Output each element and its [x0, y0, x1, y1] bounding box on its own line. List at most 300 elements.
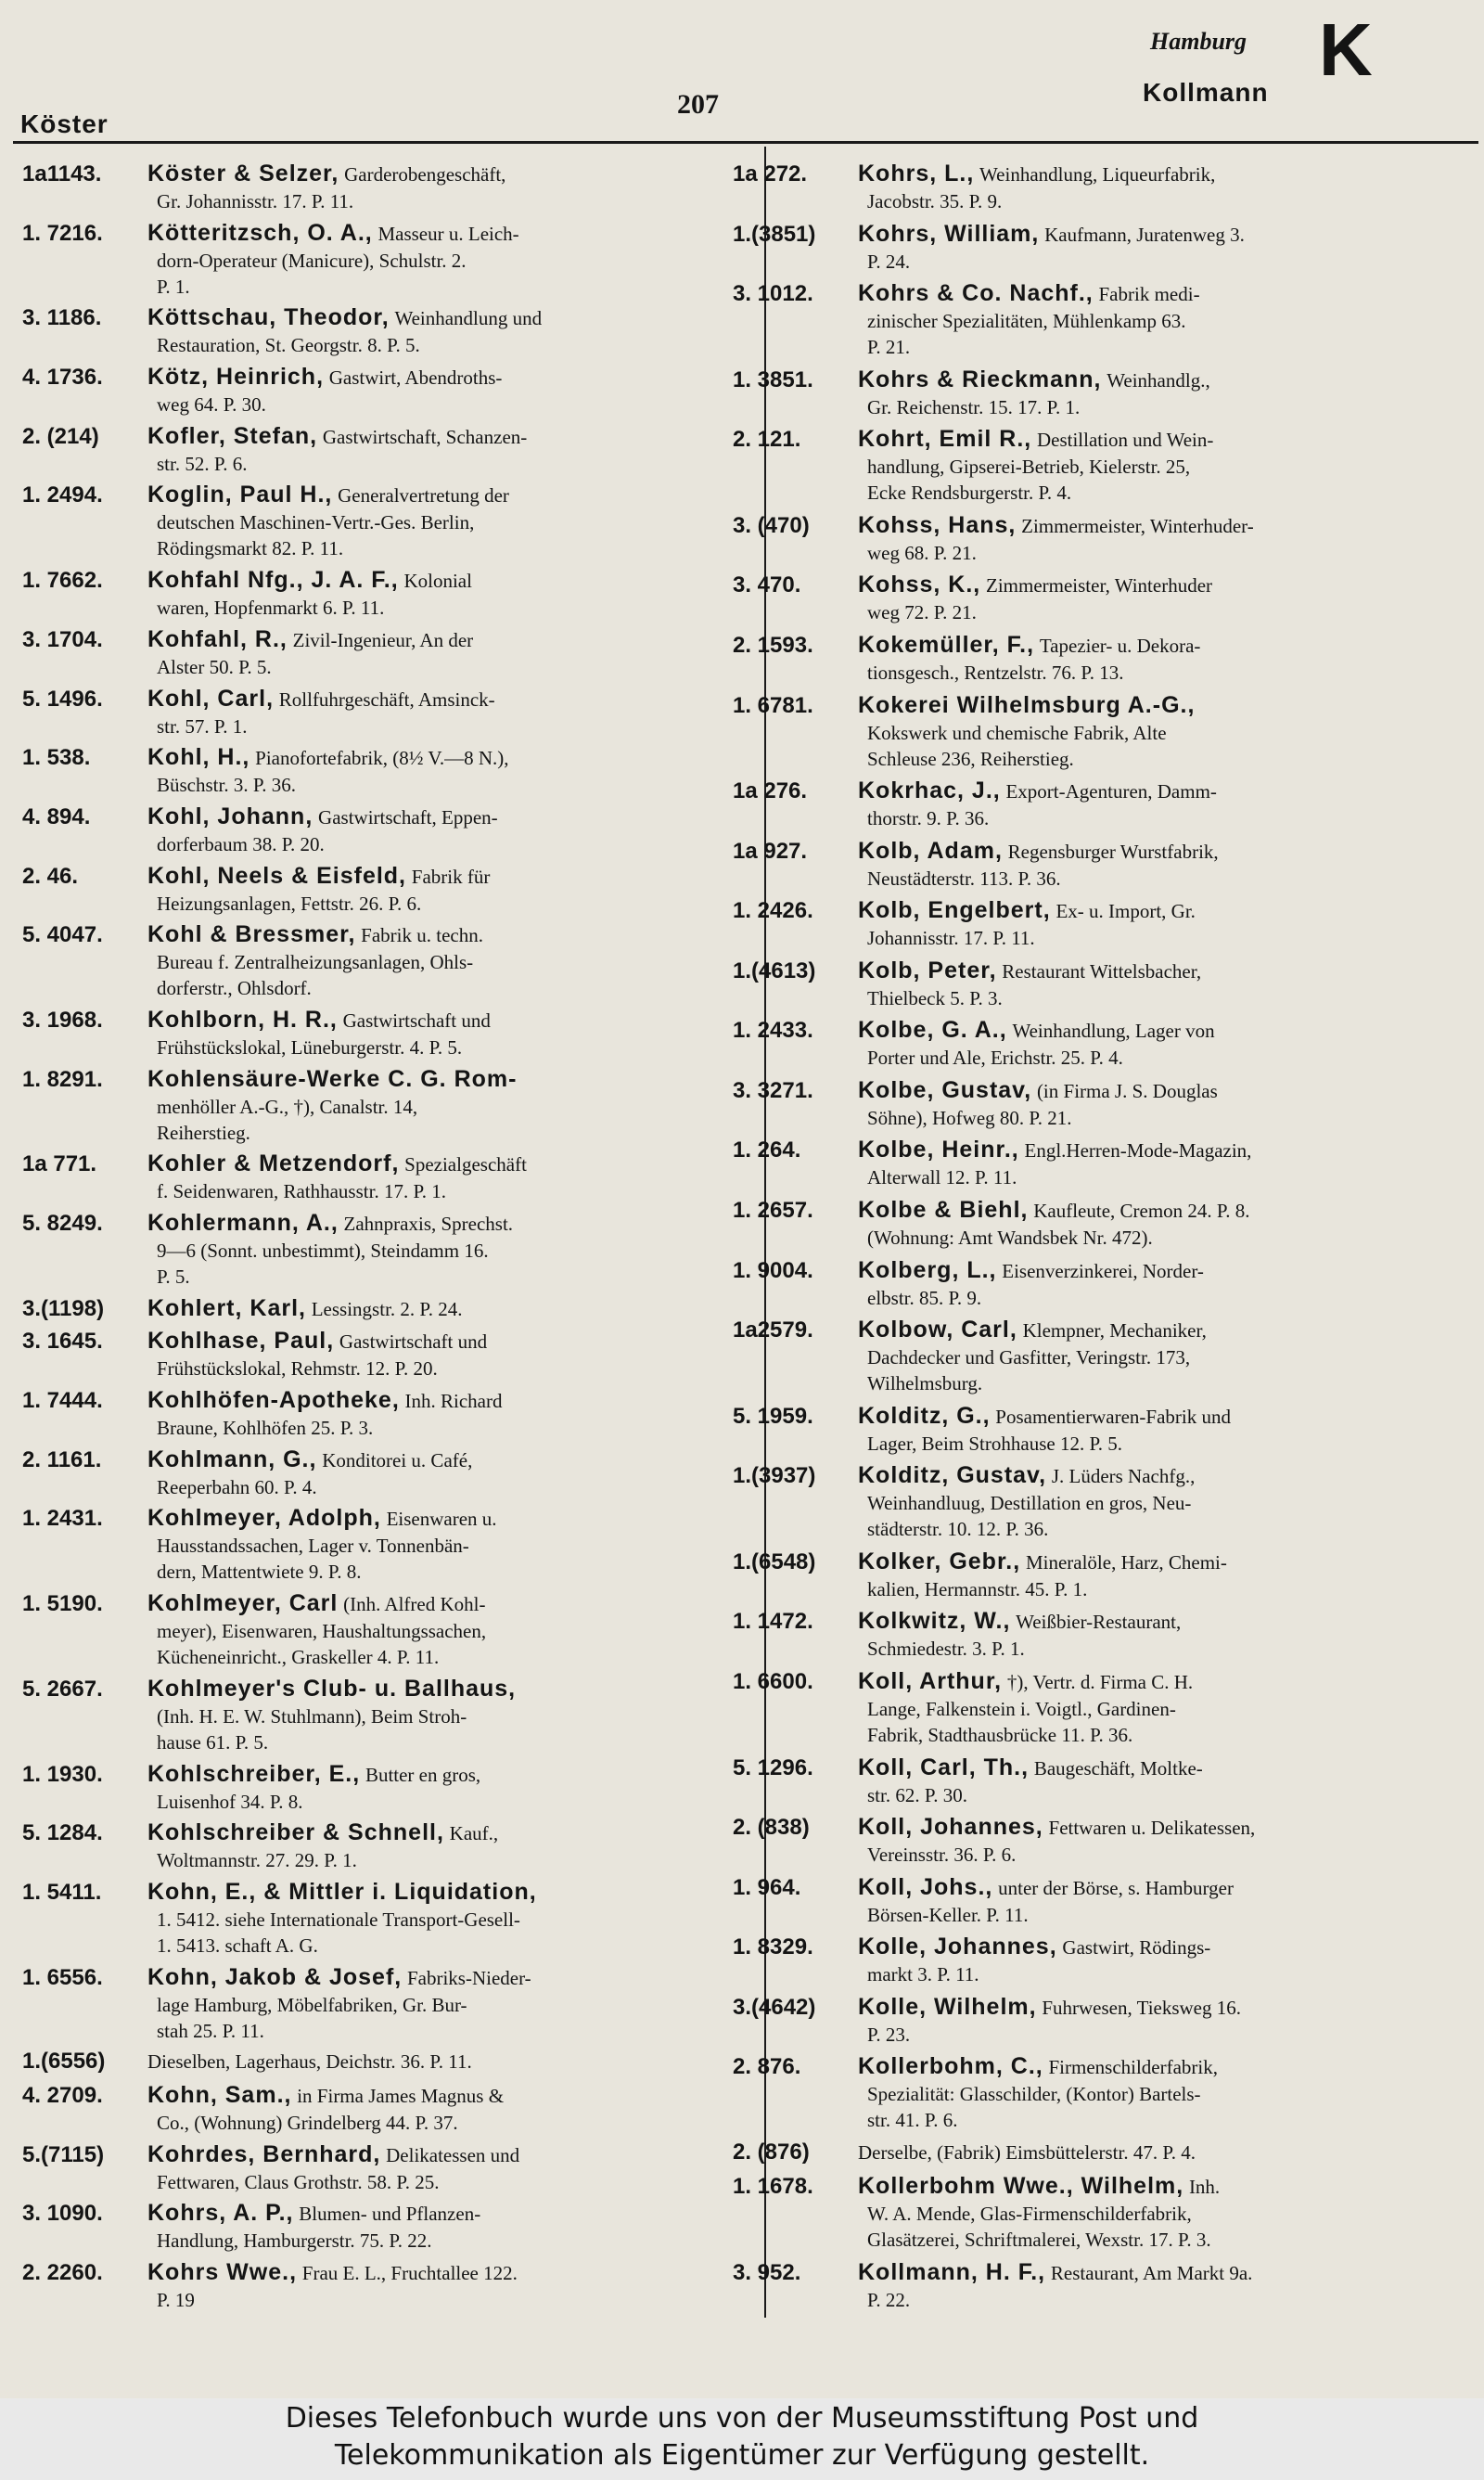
directory-entry — [22, 1818, 746, 1873]
directory-entry — [733, 837, 1456, 892]
subscriber-name: Kolb, Peter, — [858, 957, 997, 983]
entry-continuation-line: P. 19 — [157, 2289, 195, 2311]
entry-details: †), Vertr. d. Firma C. H. — [1006, 1670, 1194, 1693]
directory-entry — [22, 1760, 746, 1815]
entry-details: Dieselben, Lagerhaus, Deichstr. 36. P. 11. — [147, 2050, 472, 2074]
entry-continuation-line: meyer), Eisenwaren, Haushaltungssachen, — [157, 1620, 487, 1643]
subscriber-name: Kokerei Wilhelmsburg A.-G., — [858, 691, 1196, 718]
phone-number: 1. 2426. — [733, 898, 813, 924]
entry-continuation-line: Söhne), Hofweg 80. P. 21. — [867, 1106, 1072, 1129]
phone-number: 1. 964. — [733, 1874, 801, 1900]
entry-first-line — [733, 2258, 1456, 2287]
entry-continuation-line: dorferstr., Ohlsdorf. — [157, 977, 312, 1000]
directory-entry — [22, 566, 746, 621]
entry-details: Kolonial — [403, 570, 472, 593]
entry-details: Rollfuhrgeschäft, Amsinck- — [278, 687, 495, 711]
subscriber-name: Kohl, H., — [147, 744, 250, 771]
entry-first-line — [733, 279, 1456, 308]
footer-line-2: Telekommunikation als Eigentümer zur Verfügung gestellt. — [334, 2439, 1150, 2472]
entry-continuation-line: str. 52. P. 6. — [157, 452, 248, 475]
entry-continuation-line: 1. 5413. schaft A. G. — [157, 1934, 318, 1957]
directory-entry — [733, 220, 1456, 275]
subscriber-name: Kohss, K., — [858, 572, 981, 598]
entry-details: Tapezier- u. Dekora- — [1039, 634, 1201, 657]
entry-continuation-line: hause 61. P. 5. — [157, 1730, 269, 1754]
phone-number: 1a 927. — [733, 838, 808, 864]
entry-continuation-line: Hausstandssachen, Lager v. Tonnenbän- — [157, 1535, 469, 1558]
directory-entry — [733, 631, 1456, 686]
subscriber-name: Kötz, Heinrich, — [147, 364, 325, 391]
entry-details: Frau E. L., Fruchtallee 122. — [301, 2262, 518, 2284]
entry-details: Fabrik u. techn. — [361, 924, 483, 947]
entry-first-line — [733, 2139, 1456, 2166]
subscriber-name: Kolbow, Carl, — [858, 1317, 1017, 1343]
subscriber-name: Kohrdes, Bernhard, — [147, 2140, 381, 2167]
directory-entry — [733, 279, 1456, 360]
entry-continuation-line: Spezialität: Glasschilder, (Kontor) Bartels- — [867, 2083, 1201, 2106]
phone-number: 3. 1968. — [22, 1007, 103, 1033]
entry-continuation-line: Bureau f. Zentralheizungsanlagen, Ohls- — [157, 951, 474, 974]
entry-details: Fabriks-Nieder- — [406, 1966, 531, 1989]
entry-first-line — [22, 2199, 746, 2228]
entry-details: Pianofortefabrik, (8½ V.—8 N.), — [255, 747, 509, 770]
entry-details: (Inh. Alfred Kohl- — [343, 1593, 486, 1616]
entry-continuation-line: Lange, Falkenstein i. Voigtl., Gardinen- — [867, 1697, 1176, 1720]
entry-first-line — [733, 1316, 1456, 1344]
entry-first-line — [733, 366, 1456, 394]
entry-details: Restaurant, Am Markt 9a. — [1050, 2262, 1253, 2284]
directory-entry — [733, 896, 1456, 951]
directory-entry — [22, 2081, 746, 2136]
subscriber-name: Kokrhac, J., — [858, 777, 1001, 804]
subscriber-name: Kohlmeyer's Club- u. Ballhaus, — [147, 1675, 517, 1702]
subscriber-name: Koll, Johs., — [858, 1873, 993, 1900]
directory-entry — [22, 1209, 746, 1290]
phone-number: 1. 6556. — [22, 1964, 103, 1990]
entry-details: Garderobengeschäft, — [344, 163, 506, 186]
subscriber-name: Kolle, Wilhelm, — [858, 1993, 1037, 2020]
directory-entry — [22, 1446, 746, 1500]
phone-number: 5. 1959. — [733, 1403, 813, 1429]
entry-continuation-line: Porter und Ale, Erichstr. 25. P. 4. — [867, 1047, 1123, 1070]
entry-details: in Firma James Magnus & — [297, 2084, 505, 2107]
directory-entry — [733, 1993, 1456, 2048]
entry-first-line — [22, 1209, 746, 1238]
directory-entry — [22, 1294, 746, 1323]
directory-entry — [733, 511, 1456, 566]
directory-entry — [22, 685, 746, 739]
directory-entry — [733, 1873, 1456, 1928]
entry-first-line — [22, 303, 746, 332]
subscriber-name: Kohn, E., & Mittler i. Liquidation, — [147, 1878, 537, 1905]
phone-number: 2. (838) — [733, 1815, 810, 1841]
entry-details: Inh. — [1188, 2176, 1221, 2199]
directory-entry — [22, 2199, 746, 2254]
phone-number: 4. 2709. — [22, 2082, 103, 2108]
directory-entry — [733, 2258, 1456, 2313]
phone-number: 1.(6556) — [22, 2049, 106, 2075]
subscriber-name: Kolb, Engelbert, — [858, 897, 1051, 924]
subscriber-name: Kohrt, Emil R., — [858, 426, 1032, 453]
phone-number: 2. 46. — [22, 863, 79, 889]
directory-entry — [733, 1136, 1456, 1190]
entry-first-line — [733, 425, 1456, 454]
entry-details: Destillation und Wein- — [1036, 429, 1214, 452]
phone-number: 3. 1645. — [22, 1329, 103, 1355]
entry-first-line — [733, 511, 1456, 540]
phone-number: 1. 7444. — [22, 1388, 103, 1414]
phone-number: 2. (876) — [733, 2139, 810, 2165]
entry-first-line — [733, 571, 1456, 599]
directory-entry — [22, 219, 746, 300]
entry-details: Kauf., — [449, 1822, 499, 1845]
entry-details: Regensburger Wurstfabrik, — [1007, 840, 1219, 863]
subscriber-name: Kohn, Jakob & Josef, — [147, 1963, 403, 1990]
directory-entry — [22, 1504, 746, 1585]
subscriber-name: Kollmann, H. F., — [858, 2259, 1046, 2285]
phone-number: 1. 9004. — [733, 1257, 813, 1283]
entry-continuation-line: P. 22. — [867, 2289, 911, 2311]
entry-first-line — [22, 803, 746, 831]
phone-number: 1a 771. — [22, 1151, 97, 1177]
subscriber-name: Kohlhöfen-Apotheke, — [147, 1387, 400, 1414]
header-rule — [13, 141, 1478, 144]
phone-number: 2. 876. — [733, 2054, 801, 2080]
entry-first-line — [733, 1873, 1456, 1902]
phone-number: 1. 1678. — [733, 2174, 813, 2200]
entry-continuation-line: Fettwaren, Claus Grothstr. 58. P. 25. — [157, 2170, 440, 2193]
directory-entry — [733, 1196, 1456, 1251]
entry-continuation-line: dern, Mattentwiete 9. P. 8. — [157, 1561, 362, 1584]
directory-entry — [22, 803, 746, 857]
subscriber-name: Kolb, Adam, — [858, 837, 1003, 864]
subscriber-name: Kolbe, Heinr., — [858, 1137, 1019, 1163]
entry-first-line — [733, 1196, 1456, 1225]
subscriber-name: Kohlensäure-Werke C. G. Rom- — [147, 1065, 518, 1092]
phone-number: 1. 6600. — [733, 1668, 813, 1694]
entry-first-line — [22, 2258, 746, 2287]
entry-first-line — [22, 219, 746, 248]
entry-continuation-line: Frühstückslokal, Lüneburgerstr. 4. P. 5. — [157, 1035, 463, 1059]
entry-details: Mineralöle, Harz, Chemi- — [1025, 1550, 1227, 1574]
entry-first-line — [22, 1504, 746, 1533]
phone-number: 1. 2431. — [22, 1506, 103, 1532]
entry-continuation-line: Ecke Rendsburgerstr. P. 4. — [867, 482, 1072, 505]
directory-entry — [733, 425, 1456, 506]
directory-entry — [22, 2258, 746, 2313]
directory-entry — [22, 1386, 746, 1441]
right-column — [733, 160, 1456, 2321]
phone-number: 1. 8291. — [22, 1066, 103, 1092]
subscriber-name: Kohlmeyer, Adolph, — [147, 1505, 381, 1532]
directory-entry — [733, 1316, 1456, 1396]
directory-entry — [733, 691, 1456, 772]
entry-first-line — [733, 1402, 1456, 1431]
entry-continuation-line: Handlung, Hamburgerstr. 75. P. 22. — [157, 2229, 432, 2253]
phone-number: 1a 276. — [733, 778, 808, 804]
subscriber-name: Kohrs, A. P., — [147, 2200, 294, 2227]
subscriber-name: Kofler, Stefan, — [147, 422, 318, 449]
directory-entry — [22, 1065, 746, 1146]
phone-number: 3.(1198) — [22, 1295, 105, 1321]
entry-first-line — [22, 422, 746, 451]
entry-continuation-line: Kokswerk und chemische Fabrik, Alte — [867, 721, 1167, 744]
phone-number: 1.(3851) — [733, 221, 816, 247]
subscriber-name: Kolle, Johannes, — [858, 1934, 1057, 1960]
entry-first-line — [22, 1963, 746, 1992]
phone-number: 5. 4047. — [22, 922, 103, 948]
entry-continuation-line: Wilhelmsburg. — [867, 1372, 983, 1395]
entry-first-line — [22, 2081, 746, 2110]
entry-continuation-line: Jacobstr. 35. P. 9. — [867, 190, 1003, 212]
entry-first-line — [733, 1461, 1456, 1490]
entry-first-line — [22, 920, 746, 949]
directory-entry — [733, 777, 1456, 831]
entry-continuation-line: Fabrik, Stadthausbrücke 11. P. 36. — [867, 1723, 1133, 1746]
entry-details: Lessingstr. 2. P. 24. — [311, 1297, 463, 1320]
phone-number: 1. 1930. — [22, 1761, 103, 1787]
subscriber-name: Kollerbohm Wwe., Wilhelm, — [858, 2173, 1184, 2200]
phone-number: 1. 2494. — [22, 482, 103, 508]
entry-details: Gastwirt, Abendroths- — [328, 366, 503, 390]
entry-continuation-line: Lager, Beim Strohhause 12. P. 5. — [867, 1432, 1123, 1455]
phone-number: 2. 1161. — [22, 1446, 102, 1472]
directory-entry — [733, 1933, 1456, 1987]
entry-details: Engl.Herren-Mode-Magazin, — [1024, 1139, 1252, 1163]
entry-continuation-line: tionsgesch., Rentzelstr. 76. P. 13. — [867, 661, 1124, 684]
entry-first-line — [22, 2140, 746, 2169]
entry-first-line — [733, 1136, 1456, 1164]
subscriber-name: Koll, Johannes, — [858, 1814, 1043, 1841]
entry-first-line — [733, 1933, 1456, 1961]
directory-entry — [22, 862, 746, 917]
entry-continuation-line: deutschen Maschinen-Vertr.-Ges. Berlin, — [157, 511, 475, 534]
entry-first-line — [733, 1607, 1456, 1636]
phone-number: 1. 538. — [22, 745, 91, 771]
footer — [0, 2398, 1484, 2480]
entry-first-line — [22, 566, 746, 595]
directory-entry — [22, 2140, 746, 2195]
entry-details: Kaufmann, Juratenweg 3. — [1044, 223, 1245, 246]
entry-details: Fettwaren u. Delikatessen, — [1048, 1817, 1256, 1840]
entry-continuation-line: Dachdecker und Gasfitter, Veringstr. 173, — [867, 1346, 1191, 1369]
subscriber-name: Kohrs, William, — [858, 220, 1040, 247]
entry-continuation-line: Kücheneinricht., Graskeller 4. P. 11. — [157, 1646, 440, 1669]
directory-entry — [22, 1589, 746, 1670]
entry-details: Generalvertretung der — [338, 484, 509, 508]
subscriber-name: Kohlert, Karl, — [147, 1294, 306, 1321]
entry-first-line — [733, 2172, 1456, 2201]
subscriber-name: Kollerbohm, C., — [858, 2053, 1043, 2080]
phone-number: 1. 264. — [733, 1137, 801, 1163]
entry-details: Konditorei u. Café, — [322, 1448, 473, 1471]
entry-details: Zivil-Ingenieur, An der — [292, 628, 474, 651]
entry-continuation-line: weg 64. P. 30. — [157, 393, 266, 417]
entry-continuation-line: lage Hamburg, Möbelfabriken, Gr. Bur- — [157, 1993, 467, 2016]
entry-details: Weißbier-Restaurant, — [1016, 1611, 1182, 1634]
directory-entry — [733, 1548, 1456, 1602]
entry-continuation-line: Gr. Johannisstr. 17. P. 11. — [157, 190, 354, 212]
entry-first-line — [22, 625, 746, 654]
entry-first-line — [733, 631, 1456, 660]
entry-continuation-line: Reeperbahn 60. P. 4. — [157, 1475, 317, 1498]
entry-continuation-line: Büschstr. 3. P. 36. — [157, 774, 296, 797]
entry-first-line — [22, 1294, 746, 1323]
entry-continuation-line: zinischer Spezialitäten, Mühlenkamp 63. — [867, 310, 1186, 333]
entry-continuation-line: P. 1. — [157, 275, 190, 298]
subscriber-name: Koll, Arthur, — [858, 1667, 1003, 1694]
entry-continuation-line: Glasätzerei, Schriftmalerei, Wexstr. 17. P. 3. — [867, 2229, 1211, 2252]
entry-continuation-line: (Wohnung: Amt Wandsbek Nr. 472). — [867, 1227, 1153, 1249]
subscriber-name: Kohl & Bressmer, — [147, 921, 356, 948]
entry-first-line — [733, 777, 1456, 805]
phone-number: 5. 8249. — [22, 1211, 103, 1236]
subscriber-name: Kolker, Gebr., — [858, 1548, 1021, 1574]
entry-continuation-line: Gr. Reichenstr. 15. 17. P. 1. — [867, 395, 1081, 418]
directory-entry — [733, 1607, 1456, 1662]
entry-continuation-line: stah 25. P. 11. — [157, 2019, 264, 2042]
left-column — [22, 160, 746, 2321]
subscriber-name: Kolberg, L., — [858, 1256, 997, 1283]
subscriber-name: Kohrs & Rieckmann, — [858, 366, 1102, 392]
phone-number: 3.(4642) — [733, 1994, 816, 2020]
directory-entry — [22, 481, 746, 561]
directory-entry — [22, 1150, 746, 1204]
header-letter: K — [1319, 8, 1373, 91]
entry-first-line — [733, 837, 1456, 866]
entry-details: Gastwirt, Rödings- — [1062, 1936, 1211, 1960]
entry-details: (in Firma J. S. Douglas — [1036, 1079, 1218, 1102]
entry-details: Gastwirtschaft und — [342, 1009, 491, 1032]
phone-number: 5. 1296. — [733, 1754, 813, 1780]
subscriber-name: Kohl, Johann, — [147, 803, 313, 829]
phone-number: 5.(7115) — [22, 2141, 105, 2167]
entry-details: Export-Agenturen, Damm- — [1005, 780, 1217, 803]
entry-continuation-line: Alterwall 12. P. 11. — [867, 1166, 1017, 1189]
subscriber-name: Kolbe & Biehl, — [858, 1197, 1029, 1223]
directory-entry — [22, 1878, 746, 1959]
subscriber-name: Kötteritzsch, O. A., — [147, 219, 373, 246]
entry-first-line — [22, 2048, 746, 2075]
entry-first-line — [733, 220, 1456, 249]
entry-continuation-line: kalien, Hermannstr. 45. P. 1. — [867, 1577, 1088, 1600]
entry-first-line — [733, 1016, 1456, 1045]
phone-number: 1. 5190. — [22, 1591, 103, 1617]
entry-continuation-line: städterstr. 10. 12. P. 36. — [867, 1518, 1049, 1541]
entry-first-line — [733, 1667, 1456, 1696]
entry-continuation-line: 1. 5412. siehe Internationale Transport-Gesell- — [157, 1908, 520, 1931]
subscriber-name: Koll, Carl, Th., — [858, 1754, 1030, 1780]
directory-entry — [22, 160, 746, 214]
directory-entry — [733, 160, 1456, 214]
entry-details: Blumen- und Pflanzen- — [299, 2203, 481, 2226]
entry-details: Weinhandlung, Liqueurfabrik, — [979, 163, 1216, 186]
subscriber-name: Kohss, Hans, — [858, 511, 1017, 538]
directory-entry — [733, 366, 1456, 420]
entry-details: Gastwirtschaft, Eppen- — [318, 805, 498, 829]
subscriber-name: Kohfahl Nfg., J. A. F., — [147, 567, 399, 594]
entry-continuation-line: Alster 50. P. 5. — [157, 655, 272, 678]
directory-entry — [22, 1675, 746, 1755]
entry-continuation-line: Neustädterstr. 113. P. 36. — [867, 867, 1061, 890]
entry-continuation-line: P. 24. — [867, 250, 911, 273]
phone-number: 4. 894. — [22, 803, 91, 829]
entry-first-line — [733, 1813, 1456, 1842]
entry-first-line — [22, 481, 746, 509]
entry-details: Fabrik medi- — [1098, 283, 1200, 306]
phone-number: 3. 1090. — [22, 2201, 103, 2227]
entry-first-line — [733, 160, 1456, 188]
entry-continuation-line: Schmiedestr. 3. P. 1. — [867, 1638, 1025, 1661]
phone-number: 5. 1496. — [22, 686, 103, 712]
entry-continuation-line: Börsen-Keller. P. 11. — [867, 1903, 1029, 1926]
subscriber-name: Köster & Selzer, — [147, 161, 339, 186]
phone-number: 3. 470. — [733, 572, 801, 598]
directory-entry — [733, 1256, 1456, 1311]
entry-continuation-line: Woltmannstr. 27. 29. P. 1. — [157, 1849, 357, 1872]
directory-entry — [22, 303, 746, 358]
entry-continuation-line: Thielbeck 5. P. 3. — [867, 986, 1003, 1009]
entry-details: Fabrik für — [411, 865, 491, 888]
phone-number: 1. 3851. — [733, 366, 813, 392]
entry-details: J. Lüders Nachfg., — [1051, 1465, 1196, 1488]
phone-number: 5. 2667. — [22, 1676, 103, 1702]
entry-first-line — [22, 1327, 746, 1356]
entry-first-line — [733, 896, 1456, 925]
subscriber-name: Kohrs Wwe., — [147, 2259, 298, 2285]
entry-details: Inh. Richard — [404, 1390, 503, 1413]
entry-continuation-line: Braune, Kohlhöfen 25. P. 3. — [157, 1417, 374, 1440]
entry-continuation-line: Weinhandluug, Destillation en gros, Neu- — [867, 1492, 1192, 1515]
page-number: 207 — [677, 89, 719, 120]
directory-entry — [733, 2052, 1456, 2133]
entry-first-line — [733, 691, 1456, 720]
subscriber-name: Kohrs & Co. Nachf., — [858, 280, 1094, 307]
entry-continuation-line: str. 57. P. 1. — [157, 714, 248, 738]
phone-number: 2. 2260. — [22, 2260, 103, 2285]
directory-entry — [22, 422, 746, 477]
subscriber-name: Kokemüller, F., — [858, 631, 1035, 658]
entry-continuation-line: weg 72. P. 21. — [867, 601, 977, 624]
entry-first-line — [733, 2052, 1456, 2081]
subscriber-name: Kohlschreiber & Schnell, — [147, 1819, 444, 1846]
subscriber-name: Kohler & Metzendorf, — [147, 1150, 400, 1177]
entry-continuation-line: str. 62. P. 30. — [867, 1783, 967, 1806]
entry-details: Masseur u. Leich- — [377, 222, 519, 245]
phone-number: 3. (470) — [733, 512, 810, 538]
entry-continuation-line: P. 5. — [157, 1266, 190, 1288]
entry-first-line — [22, 1589, 746, 1618]
header-city: Hamburg — [1150, 28, 1247, 55]
directory-entry — [22, 1327, 746, 1381]
subscriber-name: Kohfahl, R., — [147, 625, 288, 652]
entry-continuation-line: menhöller A.-G., †), Canalstr. 14, — [157, 1095, 418, 1118]
subscriber-name: Kolditz, G., — [858, 1402, 991, 1429]
subscriber-name: Kohlschreiber, E., — [147, 1760, 361, 1787]
entry-details: Baugeschäft, Moltke- — [1033, 1756, 1203, 1780]
entry-continuation-line: Reiherstieg. — [157, 1121, 250, 1144]
entry-first-line — [22, 1675, 746, 1703]
subscriber-name: Kohl, Carl, — [147, 685, 275, 712]
directory-entry — [733, 2172, 1456, 2253]
entry-first-line — [22, 160, 746, 188]
entry-continuation-line: weg 68. P. 21. — [867, 541, 977, 564]
subscriber-name: Kohlborn, H. R., — [147, 1006, 338, 1033]
phone-number: 2. (214) — [22, 423, 99, 449]
directory-entry — [733, 2139, 1456, 2166]
phone-number: 3. 3271. — [733, 1077, 813, 1103]
entry-continuation-line: W. A. Mende, Glas-Firmenschilderfabrik, — [867, 2203, 1192, 2226]
